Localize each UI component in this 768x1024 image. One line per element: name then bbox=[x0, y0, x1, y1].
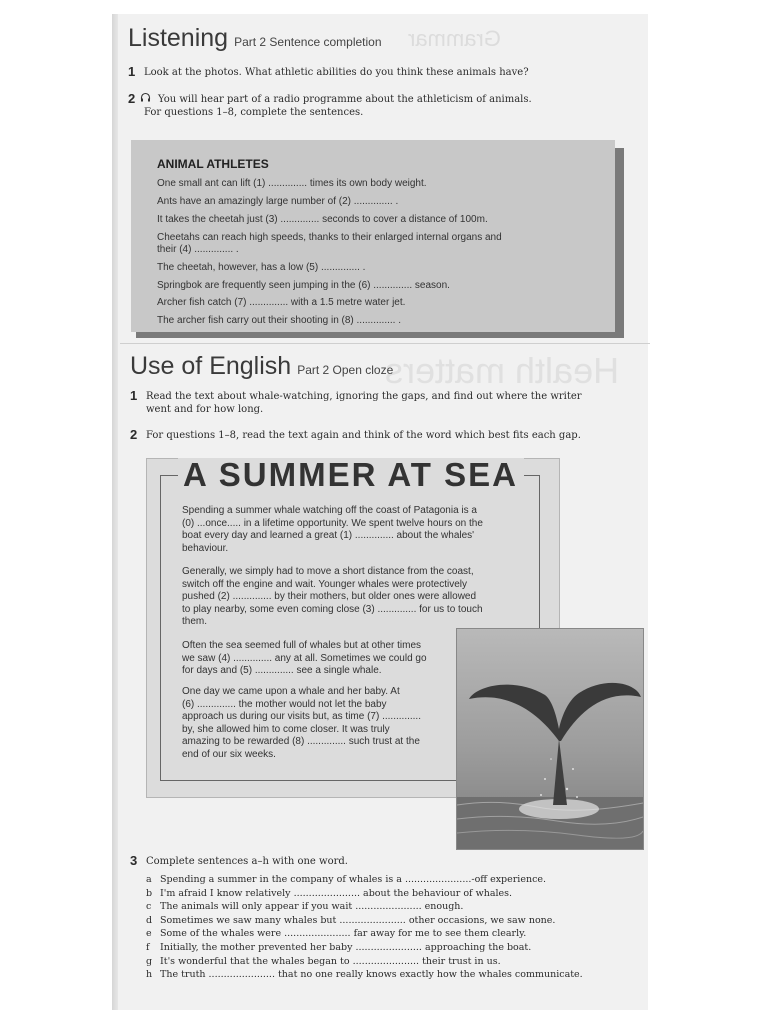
exercise-text: Spending a summer in the company of whales is a ......................-off experience. bbox=[160, 874, 547, 885]
article-title: A SUMMER AT SEA bbox=[183, 456, 518, 493]
exercise-text: Some of the whales were ...................... far away for me to see them clearly. bbox=[160, 928, 527, 940]
listening-question-2 bbox=[128, 91, 624, 119]
box-line-4: Cheetahs can reach high speeds, thanks to their enlarged internal organs and bbox=[157, 232, 502, 243]
text-line: by, she allowed him to come closer. It was truly bbox=[182, 723, 390, 735]
animal-athletes-box bbox=[131, 140, 615, 332]
text-line: (0) ...once..... in a lifetime opportunity. We spent twelve hours on the bbox=[182, 517, 483, 529]
box-line-7: Archer fish catch (7) .............. with a 1.5 metre water jet. bbox=[157, 297, 406, 308]
question-text-line-2: went and for how long. bbox=[146, 404, 264, 415]
exercise-text: I'm afraid I know relatively ...................... about the behaviour of whales. bbox=[160, 887, 513, 899]
box-line-1: One small ant can lift (1) .............. times its own body weight. bbox=[157, 178, 427, 189]
question-text: For questions 1–8, read the text again and think of the word which best fits each gap. bbox=[146, 430, 581, 441]
text-line: One day we came upon a whale and her baby. At bbox=[182, 686, 400, 697]
uoe-question-2 bbox=[130, 427, 626, 442]
text-line: switch off the engine and wait. Younger whales were protectively bbox=[182, 578, 467, 590]
bleed-through-text: Grammar bbox=[408, 26, 501, 51]
exercise-letter: e bbox=[146, 928, 152, 940]
text-line: Spending a summer whale watching off the coast of Patagonia is a bbox=[182, 505, 477, 516]
text-line: for days and (5) .............. see a single whale. bbox=[182, 665, 382, 676]
question-number: 2 bbox=[130, 427, 138, 442]
exercise-text: It's wonderful that the whales began to ...................... their trust in us. bbox=[160, 955, 501, 967]
listening-subtitle: Part 2 Sentence completion bbox=[234, 35, 382, 49]
question-number: 3 bbox=[130, 853, 138, 868]
text-line: pushed (2) .............. by their mothers, but older ones were allowed bbox=[182, 591, 477, 602]
question-text: Complete sentences a–h with one word. bbox=[146, 856, 348, 867]
use-of-english-subtitle: Part 2 Open cloze bbox=[297, 363, 394, 377]
exercise-text: The truth ...................... that no one really knows exactly how the whales communicate. bbox=[160, 969, 583, 981]
question-number: 1 bbox=[130, 388, 138, 403]
exercise-letter: a bbox=[146, 874, 152, 885]
article-paragraph-3 bbox=[182, 640, 452, 678]
box-line-5: The cheetah, however, has a low (5) .............. . bbox=[157, 262, 366, 273]
exercise-letter: h bbox=[146, 969, 153, 981]
exercise-text: Initially, the mother prevented her baby ...................... approaching the boat. bbox=[160, 941, 532, 953]
question-number: 2 bbox=[128, 91, 136, 106]
listening-title: Listening bbox=[128, 24, 229, 52]
article-paragraph-4 bbox=[182, 686, 452, 761]
question-text-line-2: For questions 1–8, complete the sentences. bbox=[144, 107, 364, 118]
article-paragraph-2 bbox=[182, 566, 514, 629]
text-line: boat every day and learned a great (1) .............. about the whales' bbox=[182, 530, 475, 541]
listening-heading bbox=[128, 24, 382, 53]
question-text-line-1: Read the text about whale-watching, ignoring the gaps, and find out where the writer bbox=[146, 391, 582, 402]
text-line: behaviour. bbox=[182, 542, 229, 554]
text-line: to play nearby, some even coming close (3) .............. for us to touch bbox=[182, 603, 483, 615]
text-line: end of our six weeks. bbox=[182, 748, 276, 760]
box-title: ANIMAL ATHLETES bbox=[157, 157, 269, 171]
headphones-icon bbox=[140, 92, 151, 107]
question-text: Look at the photos. What athletic abilities do you think these animals have? bbox=[144, 67, 529, 78]
box-line-3: It takes the cheetah just (3) .............. seconds to cover a distance of 100m. bbox=[157, 214, 488, 225]
exercise-item bbox=[146, 968, 646, 982]
text-line: them. bbox=[182, 616, 208, 627]
listening-question-1 bbox=[128, 64, 624, 79]
exercise-item bbox=[146, 941, 646, 955]
whale-tail-photo bbox=[456, 628, 644, 850]
text-line: (6) .............. the mother would not let the baby bbox=[182, 698, 387, 710]
exercise-letter: d bbox=[146, 914, 153, 926]
question-text-line-1: You will hear part of a radio programme about the athleticism of animals. bbox=[158, 94, 532, 105]
uoe-question-1 bbox=[130, 388, 626, 416]
text-line: Generally, we simply had to move a short distance from the coast, bbox=[182, 566, 474, 577]
exercise-item bbox=[146, 887, 646, 901]
exercise-letter: b bbox=[146, 887, 153, 899]
text-line: we saw (4) .............. any at all. Sometimes we could go bbox=[182, 652, 427, 664]
question-number: 1 bbox=[128, 64, 136, 79]
box-line-8: The archer fish carry out their shooting in (8) .............. . bbox=[157, 315, 401, 326]
text-line: amazing to be rewarded (8) .............. such trust at the bbox=[182, 736, 420, 747]
exercise-item bbox=[146, 873, 646, 887]
exercise-text: Sometimes we saw many whales but ...................... other occasions, we saw none. bbox=[160, 914, 556, 926]
exercise-letter: f bbox=[146, 941, 150, 953]
exercise-letter: g bbox=[146, 955, 153, 967]
exercise-item bbox=[146, 914, 646, 928]
text-line: approach us during our visits but, as time (7) .............. bbox=[182, 711, 421, 722]
exercise-list bbox=[146, 873, 646, 982]
exercise-item bbox=[146, 927, 646, 941]
box-line-2: Ants have an amazingly large number of (2) .............. . bbox=[157, 196, 399, 207]
bleed-through-heading: Health matters bbox=[385, 350, 620, 391]
exercise-item bbox=[146, 900, 646, 914]
exercise-letter: c bbox=[146, 901, 152, 913]
use-of-english-title: Use of English bbox=[130, 352, 292, 380]
box-line-4b: their (4) .............. . bbox=[157, 244, 239, 255]
box-line-6: Springbok are frequently seen jumping in the (6) .............. season. bbox=[157, 280, 450, 291]
section-divider bbox=[120, 343, 650, 344]
exercise-item bbox=[146, 955, 646, 969]
text-line: Often the sea seemed full of whales but at other times bbox=[182, 640, 422, 651]
uoe-question-3 bbox=[130, 853, 626, 868]
article-paragraph-1 bbox=[182, 505, 514, 555]
exercise-text: The animals will only appear if you wait ...................... enough. bbox=[160, 901, 464, 913]
use-of-english-heading bbox=[130, 352, 393, 381]
